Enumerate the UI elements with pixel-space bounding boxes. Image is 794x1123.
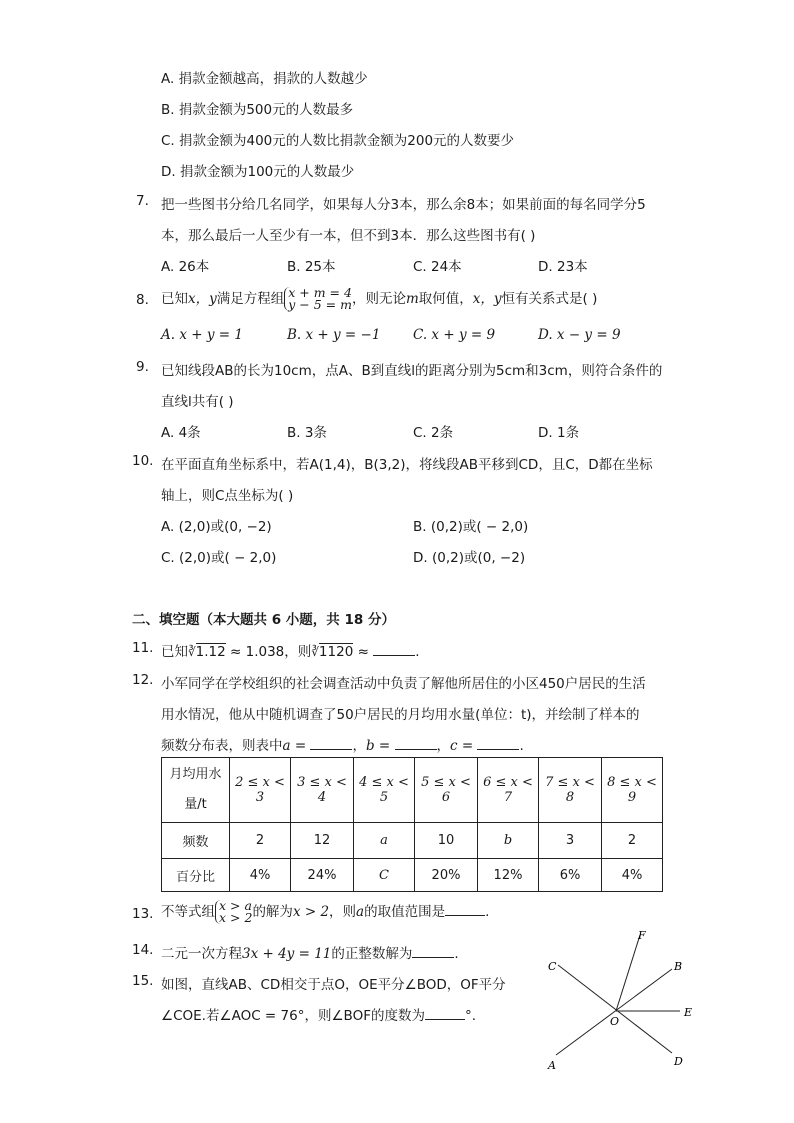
table-row	[162, 823, 663, 859]
q13-inequality-system	[215, 900, 252, 924]
q10-text-line2: 轴上，则C点坐标为( )	[161, 488, 294, 504]
q10-option-a: A. (2,0)或(0, −2)	[161, 519, 272, 535]
q11-answer-blank[interactable]	[373, 641, 415, 656]
q8-equation-system	[284, 287, 352, 311]
q14-pre: 二元一次方程	[161, 946, 242, 962]
q12-number: 12.	[132, 672, 154, 688]
q12-text-line2: 用水情况，他从中随机调查了50户居民的月均用水量(单位：t)，并绘制了样本的	[161, 707, 640, 723]
table-range-cell: 7 ≤ x < 8	[539, 758, 602, 823]
q13-end: .	[485, 904, 490, 920]
q11-mid: ≈ 1.038，则	[225, 644, 312, 660]
q9-option-b: B. 3条	[287, 425, 327, 441]
q13-solution: x > 2	[292, 904, 330, 920]
q8-xy: x，y	[188, 291, 217, 307]
geometry-figure	[540, 925, 710, 1075]
q13-post: ，则	[329, 904, 357, 920]
q10-number: 10.	[132, 453, 154, 469]
q11-pre: 已知	[161, 644, 188, 660]
q8-xy2: x，y	[472, 291, 502, 307]
q12-a-blank[interactable]	[310, 735, 352, 750]
q13-answer-blank[interactable]	[445, 901, 485, 916]
ray-of	[616, 935, 640, 1011]
q8-option-d: D. x − y = 9	[538, 327, 621, 343]
q13-mid: 的解为	[252, 904, 293, 920]
q15-line2-post: °.	[464, 1008, 477, 1024]
q9-number: 9.	[136, 359, 149, 375]
table-row	[162, 859, 663, 892]
q8-text	[161, 284, 597, 314]
q8-mid: 满足方程组	[216, 291, 285, 307]
q7-text-line2: 本，那么最后一人至少有一本，但不到3本．那么这些图书有( )	[161, 228, 536, 244]
section-heading-fill-in: 二、填空题（本大题共 6 小题，共 18 分）	[132, 612, 395, 628]
table-range-cell: 8 ≤ x < 9	[602, 758, 663, 823]
q8-post2: 取何值，	[418, 291, 473, 307]
label-c: C	[548, 960, 557, 973]
table-pct-label: 百分比	[162, 859, 230, 892]
table-freq-label: 频数	[162, 823, 230, 859]
table-pct-cell: 4%	[602, 859, 663, 892]
q15-number: 15.	[132, 973, 154, 989]
q14-text	[161, 942, 459, 962]
table-freq-cell: b	[478, 823, 539, 859]
table-pct-cell: 20%	[415, 859, 478, 892]
q9-option-c: C. 2条	[413, 425, 454, 441]
q12-sep: ，	[352, 738, 366, 754]
table-range-cell: 2 ≤ x < 3	[230, 758, 291, 823]
label-f: F	[638, 929, 646, 942]
q14-post: 的正整数解为	[331, 946, 413, 962]
q7-option-d: D. 23本	[538, 259, 588, 275]
q10-option-d: D. (0,2)或(0, −2)	[413, 550, 526, 566]
q13-pre: 不等式组	[161, 904, 215, 920]
q7-text-line1: 把一些图书分给几名同学，如果每人分3本，那么余8本；如果前面的每名同学分5	[161, 197, 646, 213]
q9-option-a: A. 4条	[161, 425, 201, 441]
table-freq-cell: a	[354, 823, 415, 859]
q15-line2-pre: ∠COE.若∠AOC = 76°，则∠BOF的度数为	[161, 1008, 425, 1024]
label-a: A	[548, 1059, 556, 1072]
q10-option-c: C. (2,0)或( − 2,0)	[161, 550, 277, 566]
table-range-cell: 4 ≤ x < 5	[354, 758, 415, 823]
q8-option-b: B. x + y = −1	[287, 327, 381, 343]
line-cd	[558, 965, 672, 1053]
table-pct-cell: C	[354, 859, 415, 892]
table-range-cell: 3 ≤ x < 4	[291, 758, 354, 823]
q14-answer-blank[interactable]	[412, 943, 454, 958]
q12-c-blank[interactable]	[477, 735, 519, 750]
q12-sep: ，	[436, 738, 450, 754]
q7-option-b: B. 25本	[287, 259, 336, 275]
q12-a-eq: a =	[282, 738, 311, 754]
cube-root-sign: ∛	[311, 645, 319, 659]
label-d: D	[674, 1055, 683, 1068]
frequency-table	[161, 757, 663, 892]
q15-text-line1: 如图，直线AB、CD相交于点O，OE平分∠BOD，OF平分	[161, 977, 506, 993]
table-freq-cell: 2	[602, 823, 663, 859]
q13-number: 13.	[132, 906, 154, 922]
q9-text-line1: 已知线段AB的长为10cm，点A、B到直线l的距离分别为5cm和3cm，则符合条件的	[161, 363, 663, 379]
q7-option-c: C. 24本	[413, 259, 462, 275]
q11-text	[161, 640, 419, 660]
q13-a: a	[356, 904, 365, 920]
q13-text	[161, 896, 489, 928]
q13-eq2: x > 2	[219, 910, 253, 925]
q14-end: .	[454, 946, 459, 962]
cube-root-sign: ∛	[188, 645, 196, 659]
table-pct-cell: 24%	[291, 859, 354, 892]
table-pct-cell: 12%	[478, 859, 539, 892]
q12-text-line1: 小军同学在学校组织的社会调查活动中负责了解他所居住的小区450户居民的生活	[161, 676, 646, 692]
table-freq-cell: 12	[291, 823, 354, 859]
q12-line3-pre: 频数分布表，则表中	[161, 738, 283, 754]
q12-b-blank[interactable]	[395, 735, 437, 750]
label-b: B	[674, 960, 683, 973]
table-pct-cell: 6%	[539, 859, 602, 892]
q14-equation: 3x + 4y = 11	[242, 946, 332, 962]
table-pct-cell: 4%	[230, 859, 291, 892]
q6-option-d: D. 捐款金额为100元的人数最少	[161, 164, 355, 180]
q8-post3: 恒有关系式是( )	[501, 291, 598, 307]
q8-m: m	[405, 291, 419, 307]
q13-tail: 的取值范围是	[364, 904, 446, 920]
q6-option-b: B. 捐款金额为500元的人数最多	[161, 102, 354, 118]
table-range-cell: 6 ≤ x < 7	[478, 758, 539, 823]
q12-c-eq: c =	[450, 738, 478, 754]
q8-option-c: C. x + y = 9	[413, 327, 496, 343]
q11-number: 11.	[132, 640, 154, 656]
q11-post: ≈	[353, 644, 374, 660]
q11-radicand-1: 1.12	[195, 644, 226, 660]
q11-radicand-2: 1120	[318, 644, 354, 660]
table-header-label: 月均用水 量/t	[162, 758, 230, 823]
q6-option-c: C. 捐款金额为400元的人数比捐款金额为200元的人数要少	[161, 133, 515, 149]
q15-answer-blank[interactable]	[425, 1005, 465, 1020]
q6-option-a: A. 捐款金额越高，捐款的人数越少	[161, 71, 368, 87]
q7-number: 7.	[136, 193, 149, 209]
q8-pre: 已知	[161, 291, 188, 307]
q12-b-eq: b =	[365, 738, 395, 754]
table-freq-cell: 3	[539, 823, 602, 859]
table-freq-cell: 10	[415, 823, 478, 859]
q14-number: 14.	[132, 942, 154, 958]
label-e: E	[684, 1006, 693, 1019]
table-row	[162, 758, 663, 823]
q12-end: .	[519, 738, 524, 754]
q8-option-a: A. x + y = 1	[161, 327, 243, 343]
table-range-cell: 5 ≤ x < 6	[415, 758, 478, 823]
q10-option-b: B. (0,2)或( − 2,0)	[413, 519, 529, 535]
line-ab	[556, 969, 672, 1055]
q13-eq1: x > a	[219, 898, 252, 913]
q15-text-line2	[161, 1004, 476, 1024]
q10-text-line1: 在平面直角坐标系中，若A(1,4)，B(3,2)，将线段AB平移到CD，且C，D都在坐标	[161, 457, 653, 473]
q9-text-line2: 直线l共有( )	[161, 394, 234, 410]
q9-option-d: D. 1条	[538, 425, 580, 441]
q7-option-a: A. 26本	[161, 259, 210, 275]
q8-eq1: x + m = 4	[288, 285, 352, 300]
q12-text-line3	[161, 734, 524, 754]
q11-end: .	[415, 644, 420, 660]
table-freq-cell: 2	[230, 823, 291, 859]
q8-post1: ，则无论	[351, 291, 406, 307]
label-o: O	[610, 1015, 620, 1028]
q8-eq2: y − 5 = m	[288, 297, 352, 312]
q8-number: 8.	[136, 292, 149, 308]
